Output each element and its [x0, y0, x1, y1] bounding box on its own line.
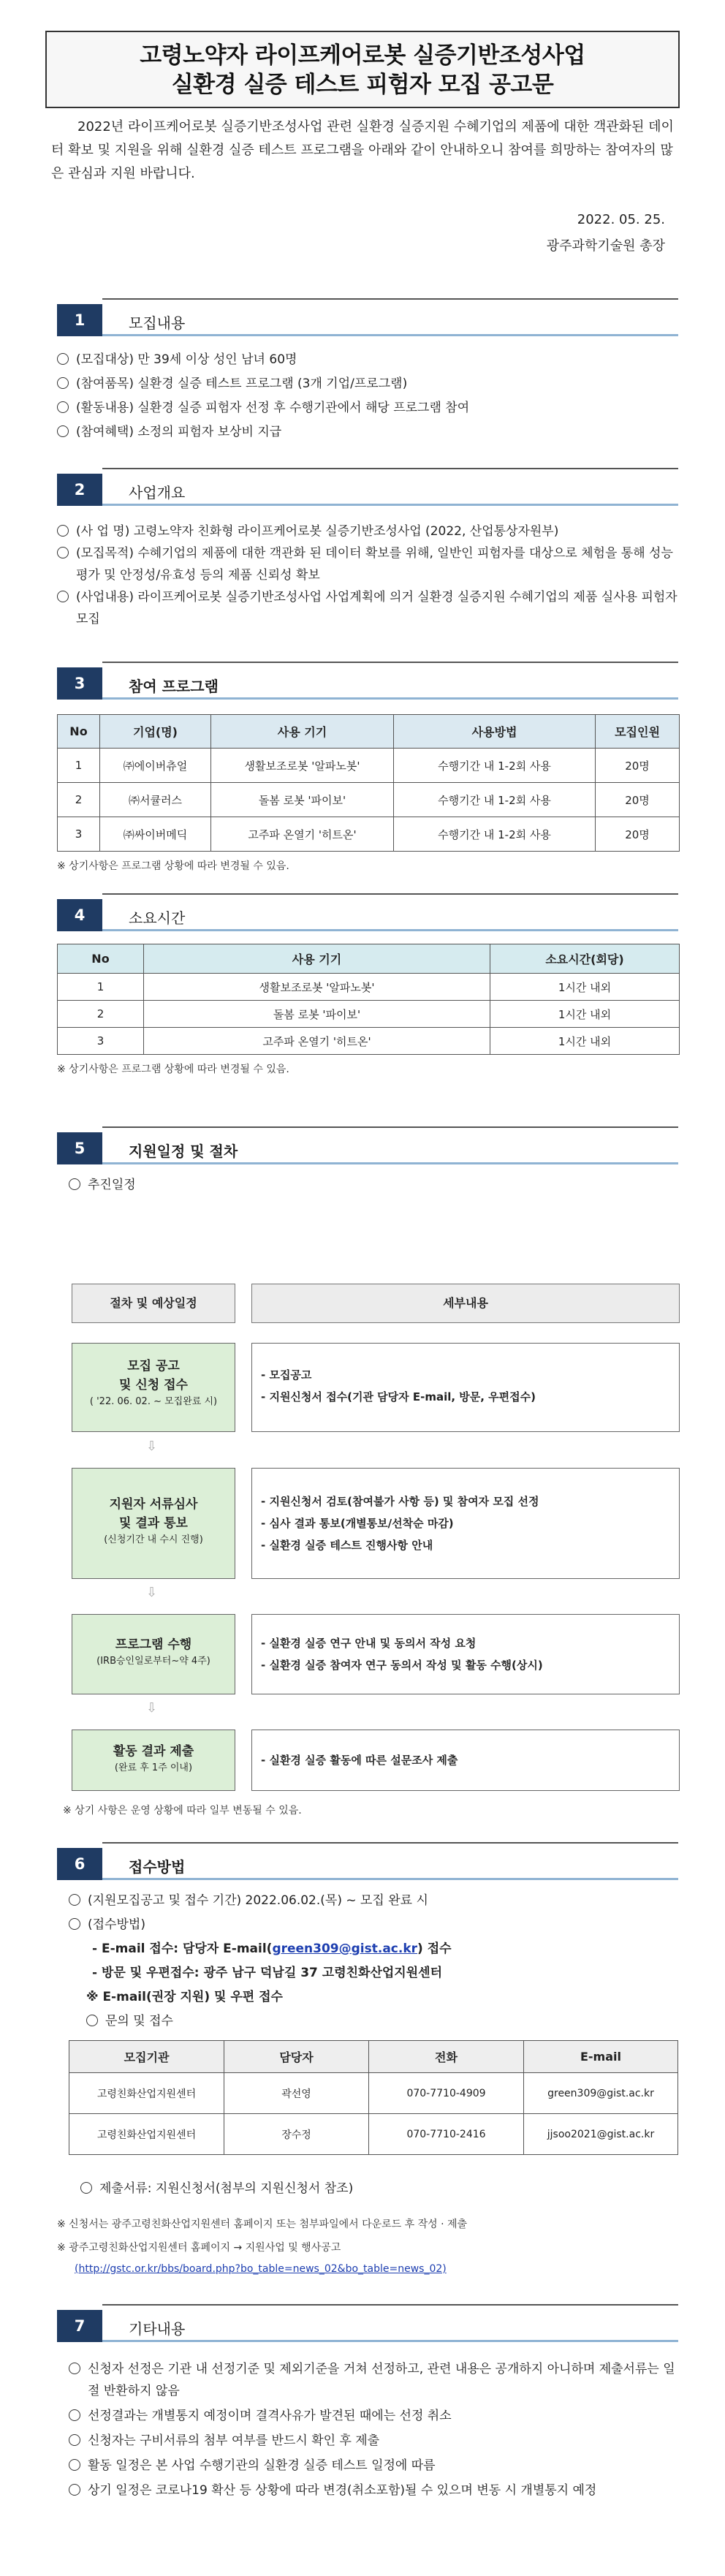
section-title: 지원일정 및 절차 [129, 1143, 238, 1160]
table-cell: 2 [58, 1001, 144, 1028]
title-line-1: 고령노약자 라이프케어로봇 실증기반조성사업 [140, 42, 585, 69]
list-item: 신청자는 구비서류의 첨부 여부를 반드시 확인 후 제출 [69, 2430, 680, 2452]
section-4-header [57, 893, 678, 936]
table-row [69, 2114, 678, 2155]
homepage-url-link[interactable]: (http://gstc.or.kr/bbs/board.php?bo_table=news_02&bo_table=news_02) [75, 2263, 447, 2275]
circle-bullet-icon [69, 1918, 80, 1930]
table-cell: 수행기간 내 1-2회 사용 [394, 817, 596, 852]
down-arrow-icon: ⇩ [146, 1439, 158, 1454]
circle-bullet-icon [69, 2434, 80, 2446]
section-title: 기타내용 [129, 2320, 186, 2338]
table-row [69, 2073, 678, 2114]
flow-step-box [72, 1343, 235, 1432]
table-cell: 3 [58, 1028, 144, 1055]
flow-header-procedure: 절차 및 예상일정 [72, 1284, 235, 1323]
flow-step-title: 모집 공고 및 신청 접수 [119, 1359, 188, 1393]
section-title: 모집내용 [129, 314, 186, 332]
table-row [58, 749, 680, 783]
duration-table [57, 944, 680, 1055]
table-cell: 20명 [596, 783, 680, 817]
table-cell: 1 [58, 749, 100, 783]
flow-detail-line: - 지원신청서 접수(기관 담당자 E-mail, 방문, 우편접수) [261, 1390, 536, 1403]
flow-step-details [251, 1343, 680, 1432]
table-cell: 수행기간 내 1-2회 사용 [394, 783, 596, 817]
table-header-cell: 사용방법 [394, 715, 596, 749]
section-number: 3 [57, 667, 102, 700]
table-cell: ㈜싸이버메딕 [100, 817, 211, 852]
table-cell: 생활보조로봇 '알파노봇' [144, 974, 490, 1001]
flow-step-box [72, 1730, 235, 1791]
table-row [58, 817, 680, 852]
table-header-cell: 사용 기기 [211, 715, 394, 749]
table-note: ※ 상기사항은 프로그램 상황에 따라 변경될 수 있음. [57, 860, 289, 872]
table-cell: 장수정 [224, 2114, 369, 2155]
circle-bullet-icon [57, 353, 69, 365]
list-item: 활동 일정은 본 사업 수행기관의 실환경 실증 테스트 일정에 따름 [69, 2455, 680, 2477]
section-6-header [57, 1842, 678, 1884]
circle-bullet-icon [69, 1894, 80, 1906]
table-header-cell: 모집기관 [69, 2041, 224, 2073]
title-box [45, 31, 680, 108]
table-row [58, 1028, 680, 1055]
flow-step-box [72, 1468, 235, 1579]
section-1-list [57, 348, 678, 444]
flow-detail-line: - 실환경 실증 참여자 연구 동의서 작성 및 활동 수행(상시) [261, 1659, 543, 1672]
table-header-cell: 모집인원 [596, 715, 680, 749]
flow-step-period: (완료 후 1주 이내) [114, 1762, 193, 1773]
contact-table [69, 2040, 678, 2155]
table-header-cell: 담당자 [224, 2041, 369, 2073]
email-link[interactable]: green309@gist.ac.kr [272, 1942, 418, 1956]
circle-bullet-icon [69, 2484, 80, 2496]
table-row [58, 783, 680, 817]
table-cell: ㈜서큘러스 [100, 783, 211, 817]
table-cell: 돌봄 로봇 '파이보' [144, 1001, 490, 1028]
down-arrow-icon: ⇩ [146, 1585, 158, 1600]
flow-step-box [72, 1614, 235, 1694]
table-cell: 고령친화산업지원센터 [69, 2073, 224, 2114]
table-row [58, 1001, 680, 1028]
flow-detail-line: - 실환경 실증 활동에 따른 설문조사 제출 [261, 1754, 458, 1767]
flow-detail-line: - 지원신청서 검토(참여불가 사항 등) 및 참여자 모집 선정 [261, 1495, 539, 1508]
flow-detail-line: - 실환경 실증 테스트 진행사항 안내 [261, 1539, 433, 1552]
download-note: ※ 신청서는 광주고령친화산업지원센터 홈페이지 또는 첨부파일에서 다운로드 후 작성 · 제출 [57, 2219, 468, 2230]
list-item: (참여혜택) 소정의 피험자 보상비 지급 [57, 420, 678, 444]
circle-bullet-icon [57, 377, 69, 389]
section-5-header [57, 1126, 678, 1169]
schedule-subtitle: 추진일정 [69, 1173, 690, 1197]
flow-step-period: ( '22. 06. 02. ~ 모집완료 시) [89, 1396, 218, 1407]
table-header-row [58, 715, 680, 749]
flow-detail-line: - 심사 결과 통보(개별통보/선착순 마감) [261, 1517, 454, 1530]
table-cell: 1 [58, 974, 144, 1001]
section-title: 사업개요 [129, 484, 186, 501]
submit-docs: 제출서류: 지원신청서(첨부의 지원신청서 참조) [80, 2177, 702, 2201]
table-cell: 3 [58, 817, 100, 852]
flow-step-title: 활동 결과 제출 [113, 1744, 194, 1759]
table-cell: 20명 [596, 817, 680, 852]
list-item: (활동내용) 실환경 실증 피험자 선정 후 수행기관에서 해당 프로그램 참여 [57, 396, 678, 420]
section-number: 2 [57, 474, 102, 506]
circle-bullet-icon [69, 2459, 80, 2471]
section-number: 7 [57, 2310, 102, 2342]
section-title: 소요시간 [129, 909, 186, 927]
title-line-2: 실환경 실증 테스트 피험자 모집 공고문 [171, 72, 554, 98]
table-cell: jjsoo2021@gist.ac.kr [524, 2114, 678, 2155]
table-note: ※ 상기사항은 프로그램 상황에 따라 변경될 수 있음. [57, 1064, 289, 1075]
announcing-organization: 광주과학기술원 총장 [546, 238, 665, 254]
list-item: 신청자 선정은 기관 내 선정기준 및 제외기준을 거쳐 선정하고, 관련 내용은 공개하지 아니하며 제출서류는 일절 반환하지 않음 [69, 2358, 680, 2402]
list-item: (지원모집공고 및 접수 기간) 2022.06.02.(목) ~ 모집 완료 시 [69, 1889, 690, 1913]
program-table [57, 714, 680, 852]
table-cell: 고주파 온열기 '히트온' [144, 1028, 490, 1055]
circle-bullet-icon [57, 547, 69, 558]
table-header-cell: 소요시간(회당) [490, 944, 680, 974]
announcement-date: 2022. 05. 25. [577, 212, 665, 227]
section-2-list [57, 520, 678, 630]
table-header-row [58, 944, 680, 974]
table-cell: green309@gist.ac.kr [524, 2073, 678, 2114]
table-cell: 1시간 내외 [490, 974, 680, 1001]
list-item: (모집목적) 수혜기업의 제품에 대한 객관화 된 데이터 확보를 위해, 일반인 피험자를 대상으로 체험을 통해 성능평가 및 안정성/유효성 등의 제품 신뢰성 확보 [57, 542, 678, 586]
flow-step-period: (신청기간 내 수시 진행) [104, 1534, 203, 1545]
circle-bullet-icon [80, 2182, 92, 2194]
circle-bullet-icon [69, 2363, 80, 2374]
table-cell: 곽선영 [224, 2073, 369, 2114]
section-number: 5 [57, 1132, 102, 1164]
circle-bullet-icon [69, 1178, 80, 1190]
table-header-cell: No [58, 944, 144, 974]
section-2-header [57, 468, 678, 510]
visit-method: - 방문 및 우편접수: 광주 남구 덕남길 37 고령친화산업지원센터 [92, 1966, 442, 1980]
flow-step-details [251, 1468, 680, 1579]
flow-header-details: 세부내용 [251, 1284, 680, 1323]
table-cell: 20명 [596, 749, 680, 783]
table-cell: 생활보조로봇 '알파노봇' [211, 749, 394, 783]
table-cell: 070-7710-4909 [369, 2073, 524, 2114]
table-cell: 고령친화산업지원센터 [69, 2114, 224, 2155]
table-header-cell: 사용 기기 [144, 944, 490, 974]
flow-step-details [251, 1614, 680, 1694]
flow-step-details [251, 1730, 680, 1791]
table-cell: 1시간 내외 [490, 1028, 680, 1055]
table-cell: 070-7710-2416 [369, 2114, 524, 2155]
list-item: 선정결과는 개별통지 예정이며 결격사유가 발견된 때에는 선정 취소 [69, 2405, 680, 2427]
section-number: 6 [57, 1848, 102, 1880]
list-item: (사 업 명) 고령노약자 친화형 라이프케어로봇 실증기반조성사업 (2022, 산업통상자원부) [57, 520, 678, 542]
flow-note: ※ 상기 사항은 운영 상황에 따라 일부 변동될 수 있음. [63, 1805, 302, 1817]
list-item: 문의 및 접수 [69, 2009, 690, 2034]
section-7-header [57, 2304, 678, 2346]
list-item: (모집대상) 만 39세 이상 성인 남녀 60명 [57, 348, 678, 372]
table-cell: 1시간 내외 [490, 1001, 680, 1028]
table-cell: ㈜에이버츄얼 [100, 749, 211, 783]
circle-bullet-icon [57, 525, 69, 537]
list-item: (참여품목) 실환경 실증 테스트 프로그램 (3개 기업/프로그램) [57, 372, 678, 396]
circle-bullet-icon [57, 591, 69, 602]
section-7-list [69, 2358, 680, 2501]
table-header-cell: 기업(명) [100, 715, 211, 749]
circle-bullet-icon [69, 2409, 80, 2421]
table-cell: 수행기간 내 1-2회 사용 [394, 749, 596, 783]
flow-detail-line: - 모집공고 [261, 1368, 312, 1382]
list-item: 상기 일정은 코로나19 확산 등 상황에 따라 변경(취소포함)될 수 있으며 변동 시 개별통지 예정 [69, 2480, 680, 2501]
flow-step-period: (IRB승인일로부터~약 4주) [96, 1656, 210, 1667]
section-1-header [57, 298, 678, 341]
table-header-row [69, 2041, 678, 2073]
circle-bullet-icon [57, 425, 69, 437]
method-recommendation: ※ E-mail(권장 지원) 및 우편 접수 [86, 1990, 283, 2004]
table-cell: 2 [58, 783, 100, 817]
table-header-cell: E-mail [524, 2041, 678, 2073]
section-title: 참여 프로그램 [129, 678, 219, 695]
circle-bullet-icon [86, 2015, 98, 2026]
table-cell: 고주파 온열기 '히트온' [211, 817, 394, 852]
flow-step-title: 지원자 서류심사 및 결과 통보 [109, 1497, 198, 1531]
circle-bullet-icon [57, 401, 69, 413]
section-6-list [69, 1889, 690, 2034]
section-3-header [57, 662, 678, 704]
flow-step-title: 프로그램 수행 [115, 1637, 192, 1652]
section-number: 4 [57, 899, 102, 931]
section-number: 1 [57, 304, 102, 336]
intro-paragraph: 2022년 라이프케어로봇 실증기반조성사업 관련 실환경 실증지원 수혜기업의 제품에 대한 객관화된 데이터 확보 및 지원을 위해 실환경 실증 테스트 프로그램을 아래와 같이 안내하오니 참여를 희망하는 참여자의 많은 관심과 지원 바랍니다. [51, 119, 674, 181]
table-cell: 돌봄 로봇 '파이보' [211, 783, 394, 817]
table-header-cell: 전화 [369, 2041, 524, 2073]
section-title: 접수방법 [129, 1858, 186, 1876]
email-method: - E-mail 접수: 담당자 E-mail(green309@gist.ac.kr) 접수 [92, 1942, 452, 1956]
list-item: (접수방법) [69, 1913, 690, 1937]
down-arrow-icon: ⇩ [146, 1700, 158, 1716]
flow-detail-line: - 실환경 실증 연구 안내 및 동의서 작성 요청 [261, 1637, 477, 1650]
table-row [58, 974, 680, 1001]
homepage-note: ※ 광주고령친화산업지원센터 홈페이지 → 지원사업 및 행사공고 [57, 2242, 341, 2254]
list-item: (사업내용) 라이프케어로봇 실증기반조성사업 사업계획에 의거 실환경 실증지원 수혜기업의 제품 실사용 피험자 모집 [57, 586, 678, 630]
table-header-cell: No [58, 715, 100, 749]
